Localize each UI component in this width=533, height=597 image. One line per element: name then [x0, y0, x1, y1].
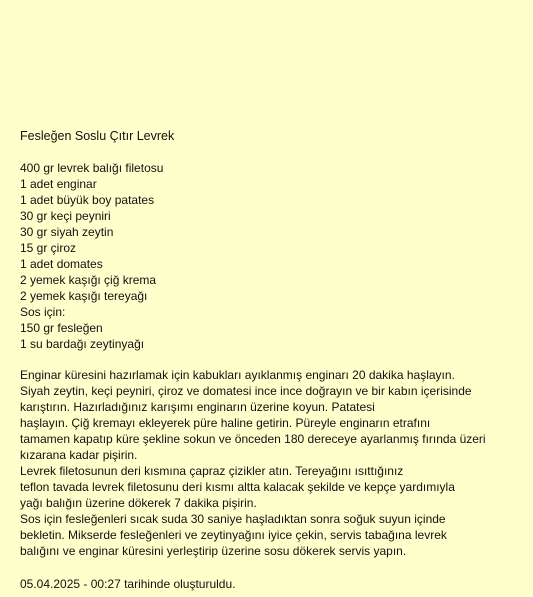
- ingredient-item: 30 gr keçi peyniri: [20, 209, 111, 223]
- ingredient-item: 2 yemek kaşığı tereyağı: [20, 289, 148, 303]
- instruction-line: haşlayın. Çiğ kremayı ekleyerek püre haline getirin. Püreyle enginarın etrafını: [20, 416, 431, 430]
- created-timestamp: 05.04.2025 - 00:27 tarihinde oluşturuldu.: [20, 577, 236, 591]
- instruction-line: Levrek filetosunun deri kısmına çapraz çizikler atın. Tereyağını ısıttığınız: [20, 464, 404, 478]
- instructions: [20, 367, 525, 559]
- ingredient-item: 2 yemek kaşığı çiğ krema: [20, 273, 157, 287]
- instruction-line: tamamen kapatıp küre şekline sokun ve önceden 180 dereceye ayarlanmış fırında üzeri: [20, 432, 486, 446]
- ingredient-item: 15 gr çiroz: [20, 241, 77, 255]
- ingredient-list: [20, 160, 163, 352]
- instruction-line: bekletin. Mikserde fesleğenleri ve zeytinyağını iyice çekin, servis tabağına levrek: [20, 528, 447, 542]
- instruction-line: balığını ve enginar küresini yerleştirip üzerine sosu dökerek servis yapın.: [20, 544, 407, 558]
- ingredient-item: 1 adet enginar: [20, 177, 97, 191]
- instruction-line: Enginar küresini hazırlamak için kabukları ayıklanmış enginarı 20 dakika haşlayın.: [20, 368, 455, 382]
- instruction-line: Siyah zeytin, keçi peyniri, çiroz ve domatesi ince ince doğrayın ve bir kabın içerisinde: [20, 384, 472, 398]
- ingredient-item: 150 gr fesleğen: [20, 321, 103, 335]
- instruction-line: Sos için fesleğenleri sıcak suda 30 saniye haşladıktan sonra soğuk suyun içinde: [20, 512, 446, 526]
- ingredient-item: 400 gr levrek balığı filetosu: [20, 161, 164, 175]
- instruction-line: yağı balığın üzerine dökerek 7 dakika pişirin.: [20, 496, 257, 510]
- instruction-line: kızarana kadar pişirin.: [20, 448, 138, 462]
- ingredient-item: 1 adet büyük boy patates: [20, 193, 155, 207]
- ingredient-item: 1 su bardağı zeytinyağı: [20, 337, 145, 351]
- recipe-title: Fesleğen Soslu Çıtır Levrek: [20, 129, 175, 143]
- ingredient-item: 1 adet domates: [20, 257, 103, 271]
- instruction-line: karıştırın. Hazırladığınız karışımı enginarın üzerine koyun. Patatesi: [20, 400, 375, 414]
- ingredient-item: 30 gr siyah zeytin: [20, 225, 114, 239]
- sauce-heading: Sos için:: [20, 305, 66, 319]
- instruction-line: teflon tavada levrek filetosunu deri kısmı altta kalacak şekilde ve kepçe yardımıyla: [20, 480, 455, 494]
